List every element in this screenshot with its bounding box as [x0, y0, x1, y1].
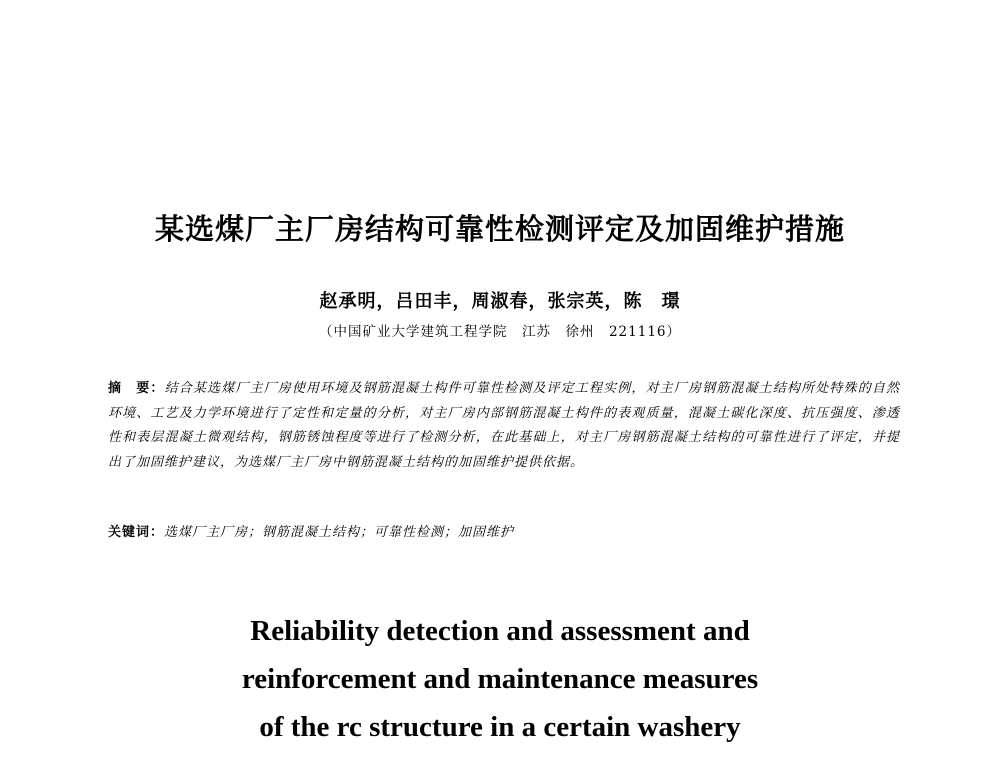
keywords-block: [108, 521, 900, 545]
paper-title-english: [0, 607, 1000, 751]
keywords-text: 选煤厂主厂房；钢筋混凝土结构；可靠性检测；加固维护: [164, 525, 515, 540]
author-list: 赵承明，吕田丰，周淑春，张宗英，陈 璟: [319, 291, 681, 312]
english-title-line: Reliability detection and assessment and: [250, 615, 750, 647]
abstract-text: 结合某选煤厂主厂房使用环境及钢筋混凝土构件可靠性检测及评定工程实例，对主厂房钢筋混凝土结构所处特殊的自然环境、工艺及力学环境进行了定性和定量的分析，对主厂房内部钢筋混凝土构件的表观质量，混凝土碳化深度、抗压强度、渗透性和表层混凝土微观结构，钢筋锈蚀程度等进行了检测分析，在此基础上，对主厂房钢筋混凝土结构的可靠性进行了评定，并提出了加固维护建议，为选煤厂主厂房中钢筋混凝土结构的加固维护提供依据。: [108, 381, 900, 470]
keywords-label: 关键词：: [108, 525, 165, 540]
author-affiliation: （中国矿业大学建筑工程学院 江苏 徐州 221116）: [318, 324, 682, 340]
english-title-line: of the rc structure in a certain washery: [259, 711, 741, 743]
paper-title-chinese: 某选煤厂主厂房结构可靠性检测评定及加固维护措施: [154, 212, 845, 246]
english-title-line: reinforcement and maintenance measures: [241, 663, 759, 695]
abstract-block: [108, 377, 900, 475]
abstract-label: 摘 要：: [108, 381, 165, 396]
